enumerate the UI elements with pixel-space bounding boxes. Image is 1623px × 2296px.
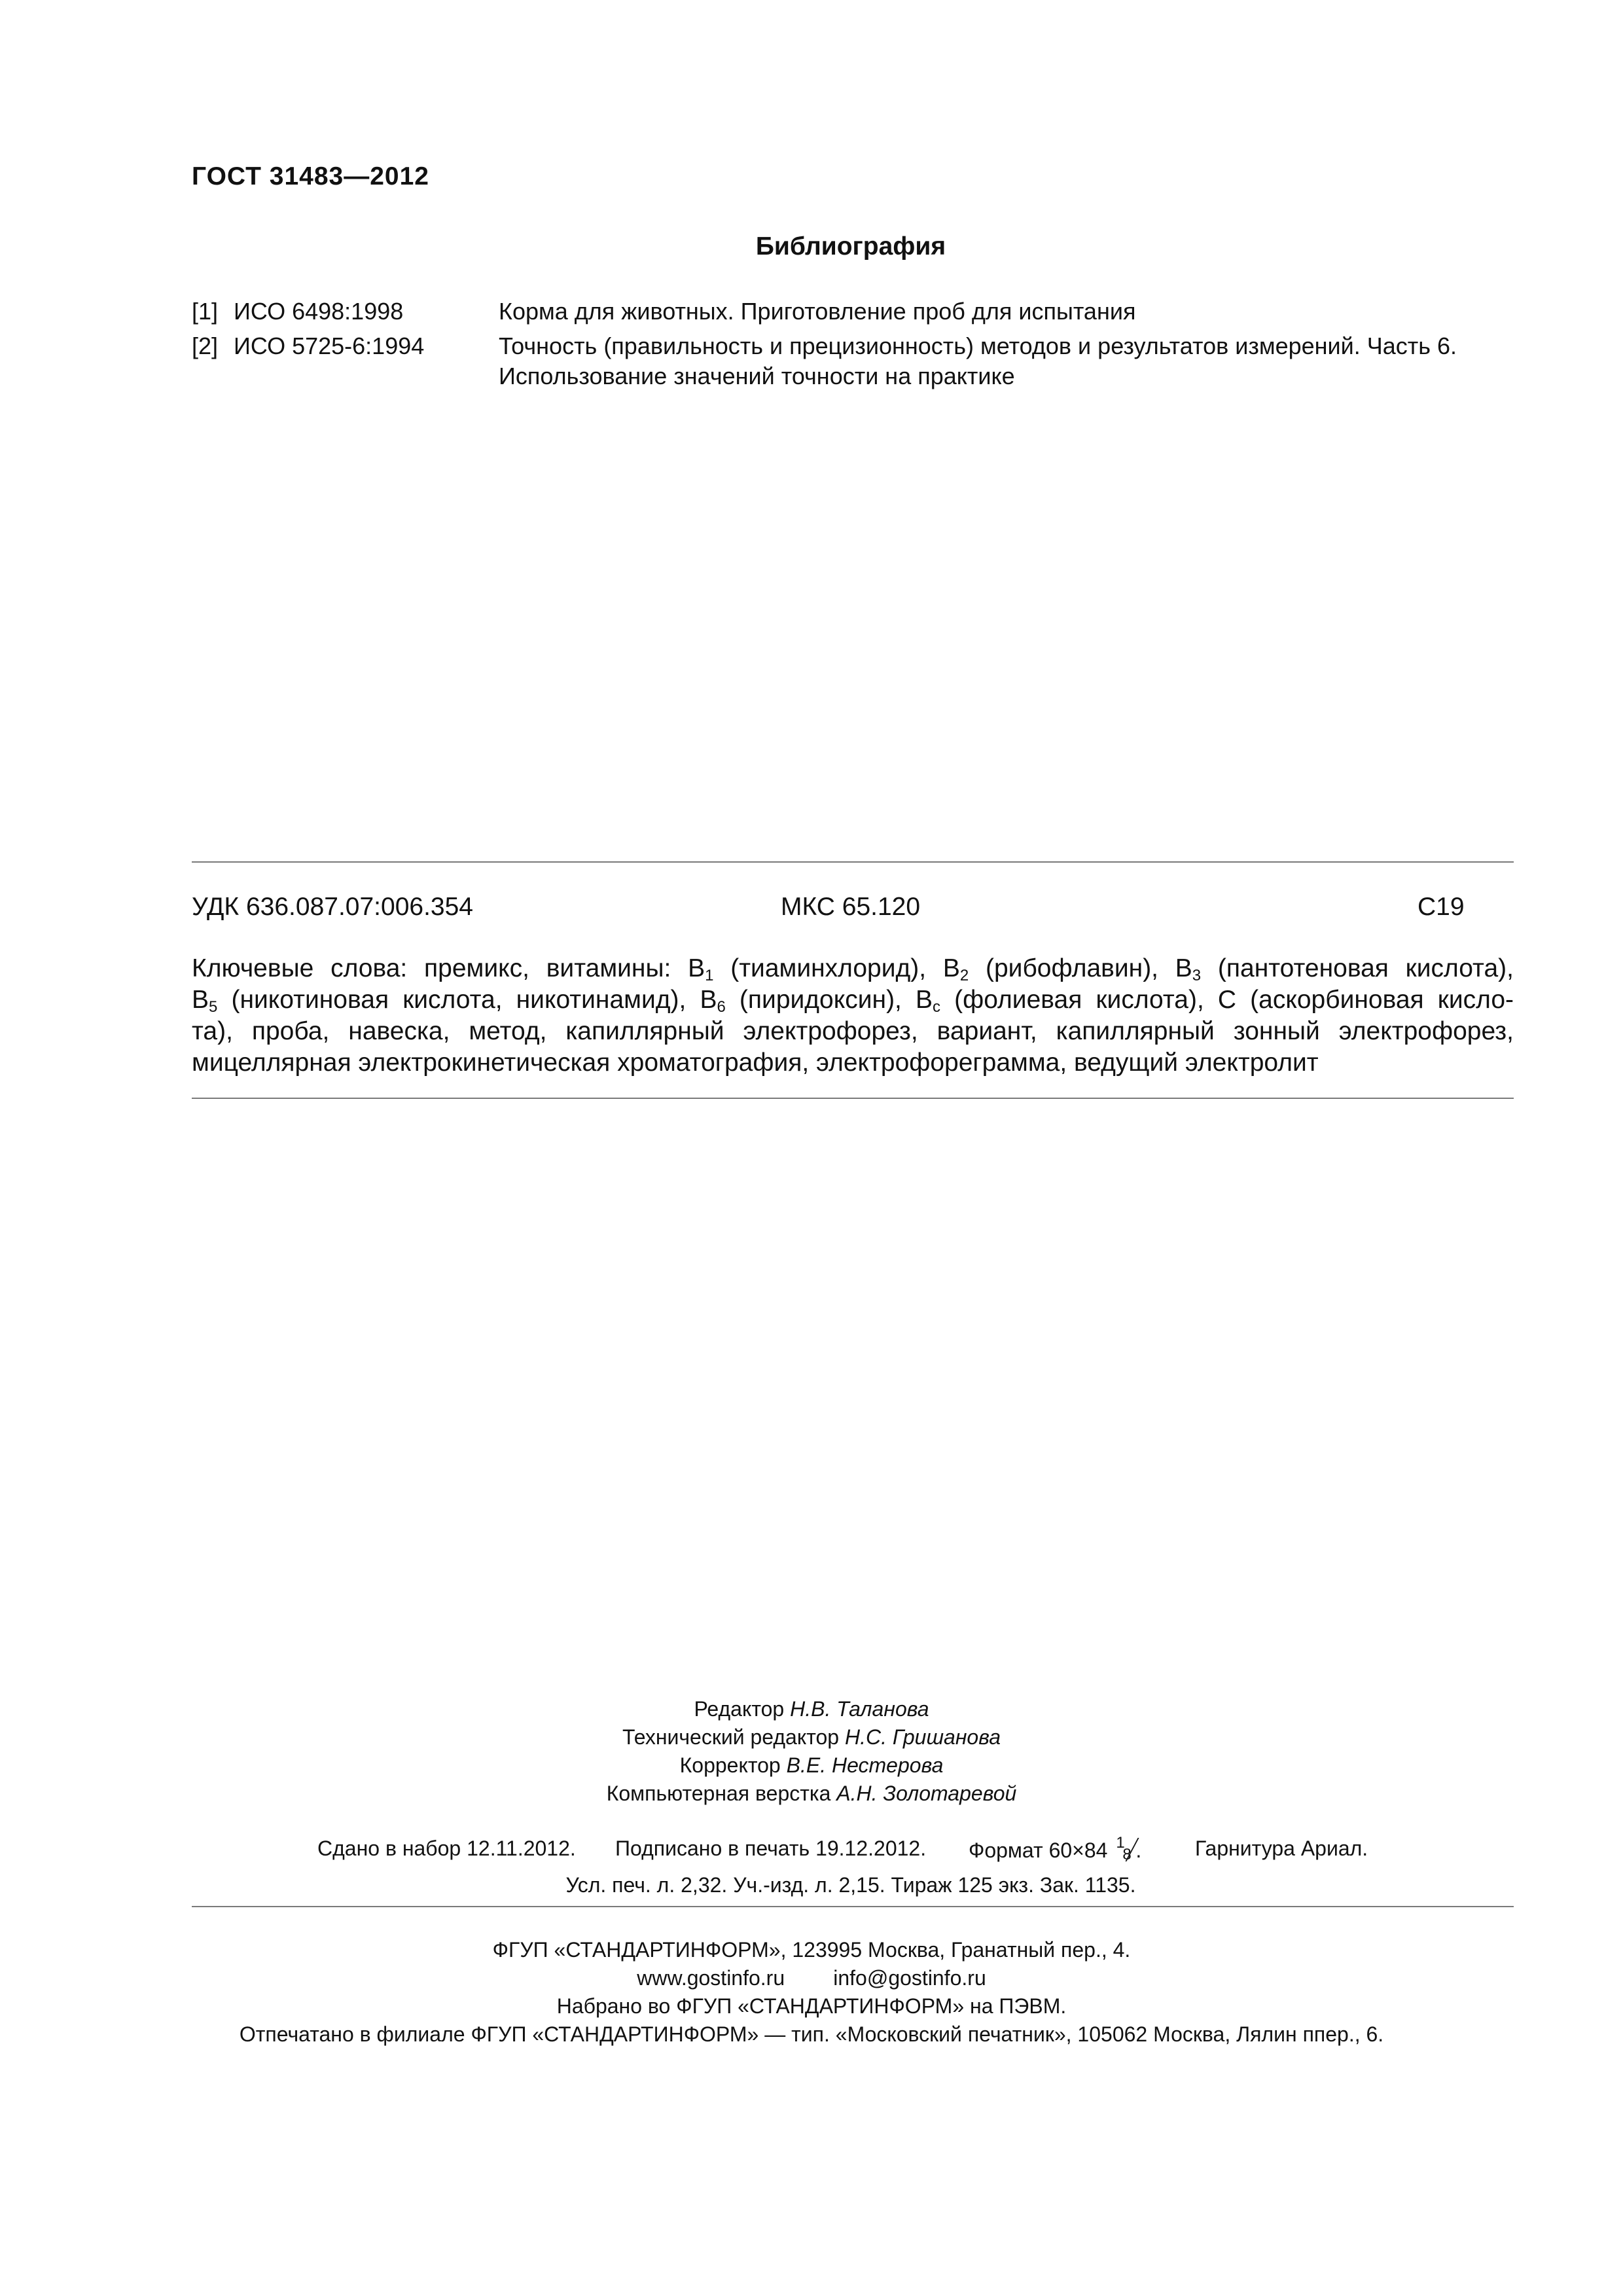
credit-editor bbox=[0, 1695, 1623, 1723]
bib-item-code: ИСО 6498:1998 bbox=[234, 298, 404, 325]
bib-item-number: [2] bbox=[192, 332, 219, 359]
keywords-text: (фолиевая кислота), С (аскорбиновая кисло- bbox=[940, 986, 1514, 1014]
document-number: ГОСТ 31483—2012 bbox=[192, 162, 429, 190]
typeset-note: Набрано во ФГУП «СТАНДАРТИНФОРМ» на ПЭВМ. bbox=[556, 1994, 1067, 2018]
keywords-line bbox=[192, 953, 1514, 984]
keywords-text: (рибофлавин), В bbox=[969, 954, 1192, 982]
credit-label: Технический редактор bbox=[622, 1725, 845, 1749]
divider-bottom bbox=[192, 1906, 1514, 1907]
bib-item-number: [1] bbox=[192, 298, 219, 325]
keywords-text: (тиаминхлорид), В bbox=[713, 954, 960, 982]
keywords-line: мицеллярная электрокинетическая хроматография, электрофореграмма, ведущий электролит bbox=[192, 1049, 1319, 1077]
credit-corrector bbox=[0, 1751, 1623, 1780]
credit-layout bbox=[0, 1780, 1623, 1808]
keywords-text: В bbox=[192, 986, 209, 1014]
subscript: 3 bbox=[1192, 967, 1202, 984]
bibliography-item bbox=[192, 296, 1514, 327]
submitted-date: Сдано в набор 12.11.2012. bbox=[317, 1837, 576, 1860]
keywords-line: та), проба, навеска, метод, капиллярный электрофорез, вариант, капиллярный зонный электрофорез, bbox=[192, 1017, 1514, 1045]
email-link[interactable]: info@gostinfo.ru bbox=[833, 1966, 986, 1990]
mks-code: МКС 65.120 bbox=[781, 893, 921, 921]
divider-middle bbox=[192, 1098, 1514, 1099]
keywords-text: (пиридоксин), В bbox=[725, 986, 933, 1014]
credit-name: Н.В. Таланова bbox=[790, 1697, 929, 1721]
publisher-block bbox=[0, 1936, 1623, 2049]
fraction-numerator: 1 bbox=[1116, 1834, 1125, 1852]
bib-item-text: Корма для животных. Приготовление проб для испытания bbox=[499, 298, 1136, 325]
subscript: 6 bbox=[717, 998, 726, 1016]
print-details: Усл. печ. л. 2,32. Уч.-изд. л. 2,15. Тираж 125 экз. Зак. 1135. bbox=[565, 1873, 1136, 1897]
print-format bbox=[969, 1834, 1142, 1863]
credit-tech-editor bbox=[0, 1723, 1623, 1751]
credit-label: Редактор bbox=[694, 1697, 791, 1721]
credit-name: В.Е. Нестерова bbox=[786, 1753, 944, 1777]
credit-name: Н.С. Гришанова bbox=[844, 1725, 1001, 1749]
fraction-denominator: 8 bbox=[1122, 1846, 1132, 1863]
publisher-address: ФГУП «СТАНДАРТИНФОРМ», 123995 Москва, Гранатный пер., 4. bbox=[492, 1938, 1131, 1962]
bibliography-title: Библиография bbox=[755, 232, 946, 260]
udk-code: УДК 636.087.07:006.354 bbox=[192, 893, 473, 921]
subscript: 2 bbox=[959, 967, 969, 984]
keywords-block bbox=[192, 953, 1514, 1079]
keywords-text: (никотиновая кислота, никотинамид), В bbox=[217, 986, 717, 1014]
credit-label: Корректор bbox=[679, 1753, 787, 1777]
keywords-text: Ключевые слова: премикс, витамины: В bbox=[192, 954, 705, 982]
subscript: 5 bbox=[209, 998, 218, 1016]
publisher-contacts bbox=[0, 1964, 1623, 1992]
keywords-text: (пантотеновая кислота), bbox=[1201, 954, 1514, 982]
format-tail: . bbox=[1135, 1839, 1142, 1862]
credit-label: Компьютерная верстка bbox=[606, 1782, 837, 1805]
credits-block bbox=[0, 1695, 1623, 1808]
bibliography-item bbox=[192, 331, 1514, 391]
credit-name: А.Н. Золотаревой bbox=[836, 1782, 1017, 1805]
subscript: 1 bbox=[705, 967, 714, 984]
website-link[interactable]: www.gostinfo.ru bbox=[637, 1966, 785, 1990]
keywords-line bbox=[192, 984, 1514, 1016]
signed-date: Подписано в печать 19.12.2012. bbox=[615, 1837, 927, 1860]
printed-note: Отпечатано в филиале ФГУП «СТАНДАРТИНФОРМ» — тип. «Московский печатник», 105062 Москва, Лялин ппер., 6. bbox=[239, 2022, 1384, 2046]
typeface: Гарнитура Ариал. bbox=[1195, 1837, 1368, 1860]
divider-top bbox=[192, 861, 1514, 863]
format-label: Формат 60×84 bbox=[969, 1839, 1108, 1862]
subscript: c bbox=[933, 998, 941, 1016]
classification-code: С19 bbox=[1418, 893, 1465, 921]
bib-item-code: ИСО 5725-6:1994 bbox=[234, 332, 425, 359]
bib-item-text: Точность (правильность и прецизионность) методов и результатов измерений. Часть 6. Использование значений точности на практике bbox=[499, 332, 1457, 389]
format-fraction bbox=[1113, 1834, 1135, 1863]
